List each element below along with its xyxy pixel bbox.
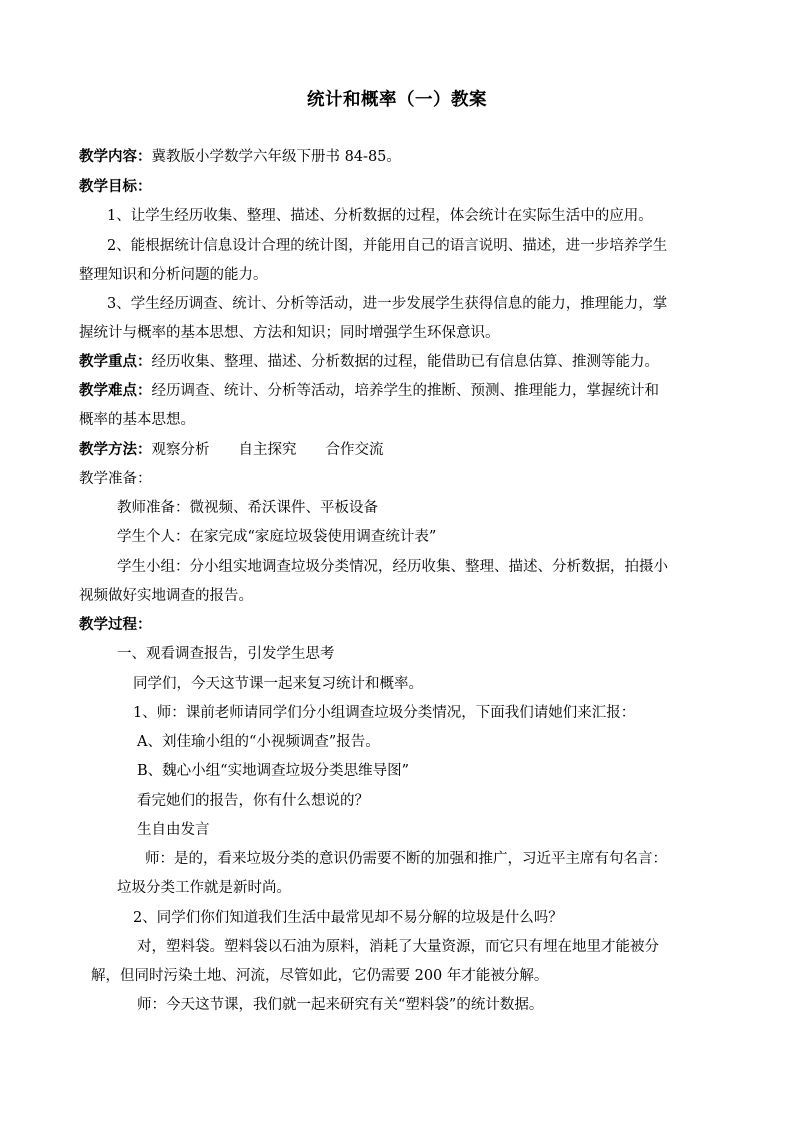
process-report-a: A、刘佳瑜小组的“小视频调查”报告。 bbox=[137, 734, 380, 750]
process-free-talk: 生自由发言 bbox=[137, 822, 210, 838]
teaching-methods bbox=[79, 439, 384, 461]
teaching-difficulties bbox=[79, 380, 659, 402]
teaching-content bbox=[79, 146, 401, 168]
teaching-process-label: 教学过程： bbox=[79, 616, 152, 633]
teaching-goals-label: 教学目标： bbox=[79, 178, 152, 195]
prep-teacher: 教师准备：微视频、希沃课件、平板设备 bbox=[117, 500, 378, 516]
methods-label: 教学方法： bbox=[79, 441, 152, 458]
goal-3-line-1: 3、学生经历调查、统计、分析等活动，进一步发展学生获得信息的能力，推理能力，掌 bbox=[107, 296, 668, 312]
difficulties-text: 经历调查、统计、分析等活动，培养学生的推断、预测、推理能力，掌握统计和 bbox=[151, 383, 659, 399]
process-intro: 同学们，今天这节课一起来复习统计和概率。 bbox=[133, 676, 423, 692]
teaching-key-points bbox=[79, 351, 659, 373]
key-points-text: 经历收集、整理、描述、分析数据的过程，能借助已有信息估算、推测等能力。 bbox=[151, 354, 659, 370]
goal-2-line-1: 2、能根据统计信息设计合理的统计图，并能用自己的语言说明、描述，进一步培养学生 bbox=[107, 238, 668, 254]
difficulties-text-line-2: 概率的基本思想。 bbox=[79, 412, 195, 428]
goal-3-line-2: 握统计与概率的基本思想、方法和知识；同时增强学生环保意识。 bbox=[79, 325, 500, 341]
process-plastic-line-1: 对，塑料袋。塑料袋以石油为原料，消耗了大量资源，而它只有埋在地里才能被分 bbox=[137, 939, 659, 955]
prep-group-line-2: 视频做好实地调查的报告。 bbox=[79, 588, 253, 604]
methods-text: 观察分析 自主探究 合作交流 bbox=[151, 442, 384, 458]
process-question: 看完她们的报告，你有什么想说的？ bbox=[137, 793, 369, 809]
process-section-1: 一、观看调查报告，引发学生思考 bbox=[117, 646, 335, 662]
prep-student: 学生个人：在家完成“家庭垃圾袋使用调查统计表” bbox=[117, 529, 437, 545]
process-plastic-line-2: 解，但同时污染土地、河流，尽管如此，它仍需要 200 年才能被分解。 bbox=[91, 968, 549, 984]
teaching-content-label: 教学内容： bbox=[79, 148, 152, 165]
process-teacher-remark-line-1: 师：是的，看来垃圾分类的意识仍需要不断的加强和推广，习近平主席有句名言： bbox=[145, 851, 667, 867]
process-report-b: B、魏心小组“实地调查垃圾分类思维导图” bbox=[137, 763, 409, 779]
key-points-label: 教学重点： bbox=[79, 353, 152, 370]
teaching-content-text: 冀教版小学数学六年级下册书 84-85。 bbox=[151, 149, 401, 165]
prep-group-line-1: 学生小组：分小组实地调查垃圾分类情况，经历收集、整理、描述、分析数据，拍摄小 bbox=[117, 559, 668, 575]
process-teacher-closing: 师：今天这节课，我们就一起来研究有关“塑料袋”的统计数据。 bbox=[137, 997, 544, 1013]
goal-1: 1、让学生经历收集、整理、描述、分析数据的过程，体会统计在实际生活中的应用。 bbox=[107, 208, 653, 224]
process-step-2: 2、同学们你们知道我们生活中最常见却不易分解的垃圾是什么吗？ bbox=[133, 910, 563, 926]
teaching-preparation-label: 教学准备： bbox=[79, 471, 152, 487]
goal-2-line-2: 整理知识和分析问题的能力。 bbox=[79, 267, 268, 283]
difficulties-label: 教学难点： bbox=[79, 382, 152, 399]
process-step-1: 1、师：课前老师请同学们分小组调查垃圾分类情况，下面我们请她们来汇报： bbox=[133, 705, 636, 721]
document-title: 统计和概率（一）教案 bbox=[307, 90, 487, 110]
process-teacher-remark-line-2: 垃圾分类工作就是新时尚。 bbox=[117, 880, 291, 896]
